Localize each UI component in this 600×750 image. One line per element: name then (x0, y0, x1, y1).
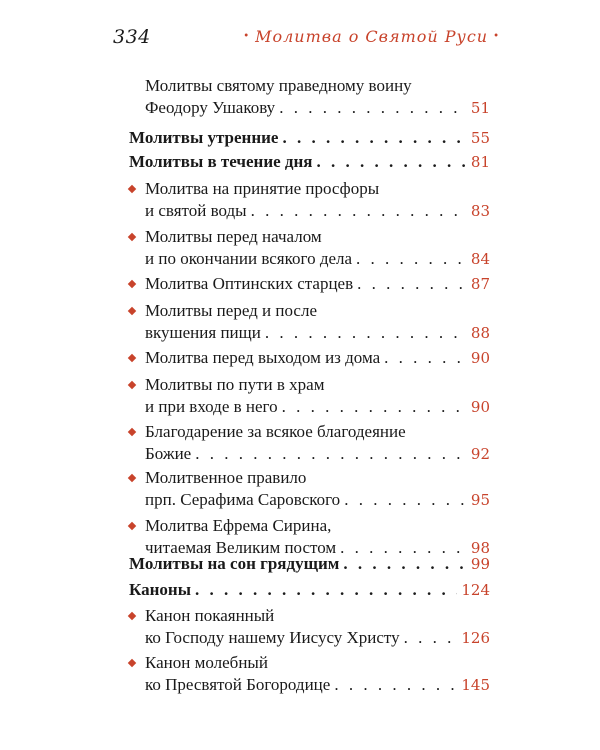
toc-entry-title: Молитва Оптинских старцев (145, 274, 354, 293)
toc-page-number: 99 (470, 555, 490, 573)
toc-page-number: 126 (461, 629, 490, 647)
toc-page-number: 92 (470, 445, 490, 463)
toc-page-number: 88 (470, 324, 490, 342)
toc-page-number: 90 (470, 349, 490, 367)
running-title-text: Молитва о Святой Руси (255, 27, 489, 46)
toc-entry-title: Молитвы по пути в храм (145, 375, 325, 394)
toc-section-title: Молитвы на сон грядущим (129, 554, 340, 573)
toc-entry-title-cont: читаемая Великим постом (145, 538, 337, 557)
toc-section[interactable] (129, 553, 490, 575)
page-number: 334 (113, 26, 151, 48)
toc-entry[interactable] (129, 226, 490, 270)
toc-page-number: 51 (470, 99, 490, 117)
toc-entry[interactable] (129, 374, 490, 418)
toc-entry-title: Молитвы перед началом (145, 227, 322, 246)
ornament-dot-icon: • (243, 31, 251, 42)
toc-page-number: 55 (470, 129, 490, 147)
page-header (113, 26, 505, 56)
toc-entry-title: Молитвы святому праведному воину (145, 76, 412, 95)
toc-entry-title-cont: и при входе в него (145, 397, 278, 416)
toc-page-number: 95 (470, 491, 490, 509)
toc-entry-title: Молитвенное правило (145, 468, 307, 487)
running-title (238, 27, 505, 46)
toc-section-title: Молитвы утренние (129, 128, 279, 147)
toc-entry-title-cont: прп. Серафима Саровского (145, 490, 341, 509)
toc-section[interactable] (129, 127, 490, 149)
toc-page-number: 98 (470, 539, 490, 557)
toc-section-title: Молитвы в течение дня (129, 152, 313, 171)
toc-page-number: 145 (461, 676, 490, 694)
toc-entry-title-cont: Феодору Ушакову (145, 98, 276, 117)
toc-section[interactable] (129, 151, 490, 173)
toc-page-number: 90 (470, 398, 490, 416)
toc-entry-title: Молитва перед выходом из дома (145, 348, 381, 367)
toc-entry-title-cont: Божие (145, 444, 192, 463)
toc-entry[interactable] (129, 605, 490, 649)
toc-entry-title: Молитва Ефрема Сирина, (145, 516, 332, 535)
toc-entry-title: Молитвы перед и после (145, 301, 317, 320)
toc-section[interactable] (129, 579, 490, 601)
toc-page-number: 87 (470, 275, 490, 293)
toc-page-number: 124 (461, 581, 490, 599)
toc-entry[interactable] (129, 178, 490, 222)
toc-entry-title: Молитва на принятие просфоры (145, 179, 380, 198)
toc-entry[interactable] (129, 273, 490, 295)
toc-entry[interactable] (129, 300, 490, 344)
toc-entry[interactable] (129, 421, 490, 465)
toc-page-number: 81 (470, 153, 490, 171)
toc-entry-title-cont: ко Господу нашему Иисусу Христу (145, 628, 400, 647)
toc-entry-title-cont: и по окончании всякого дела (145, 249, 353, 268)
toc-entry-title-cont: ко Пресвятой Богородице (145, 675, 331, 694)
toc-page-number: 84 (470, 250, 490, 268)
ornament-dot-icon: • (493, 31, 500, 42)
toc-entry[interactable] (145, 75, 490, 119)
toc-entry-title: Благодарение за всякое благодеяние (145, 422, 406, 441)
toc-section-title: Каноны (129, 580, 191, 599)
toc-entry-title: Канон молебный (145, 653, 268, 672)
toc-entry[interactable] (129, 347, 490, 369)
toc-entry[interactable] (129, 467, 490, 511)
toc-entry-title: Канон покаянный (145, 606, 275, 625)
toc-entry-title-cont: вкушения пищи (145, 323, 261, 342)
toc-entry-title-cont: и святой воды (145, 201, 247, 220)
toc-page-number: 83 (470, 202, 490, 220)
toc-entry[interactable] (129, 652, 490, 696)
